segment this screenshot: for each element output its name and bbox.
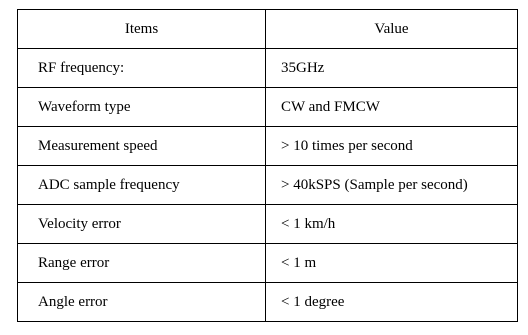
value-cell: > 10 times per second [266,127,518,166]
item-cell: Measurement speed [18,127,266,166]
table-row [18,127,518,166]
header-value: Value [266,10,518,49]
table-row [18,49,518,88]
item-cell: RF frequency: [18,49,266,88]
table-row [18,88,518,127]
item-cell: ADC sample frequency [18,166,266,205]
value-cell: < 1 m [266,244,518,283]
value-cell: < 1 km/h [266,205,518,244]
table-row [18,205,518,244]
table-row [18,166,518,205]
value-cell: > 40kSPS (Sample per second) [266,166,518,205]
specifications-table [17,9,518,322]
item-cell: Waveform type [18,88,266,127]
value-cell: CW and FMCW [266,88,518,127]
header-items: Items [18,10,266,49]
item-cell: Velocity error [18,205,266,244]
table-row [18,283,518,322]
value-cell: < 1 degree [266,283,518,322]
item-cell: Range error [18,244,266,283]
value-cell: 35GHz [266,49,518,88]
table-row [18,244,518,283]
header-row [18,10,518,49]
item-cell: Angle error [18,283,266,322]
